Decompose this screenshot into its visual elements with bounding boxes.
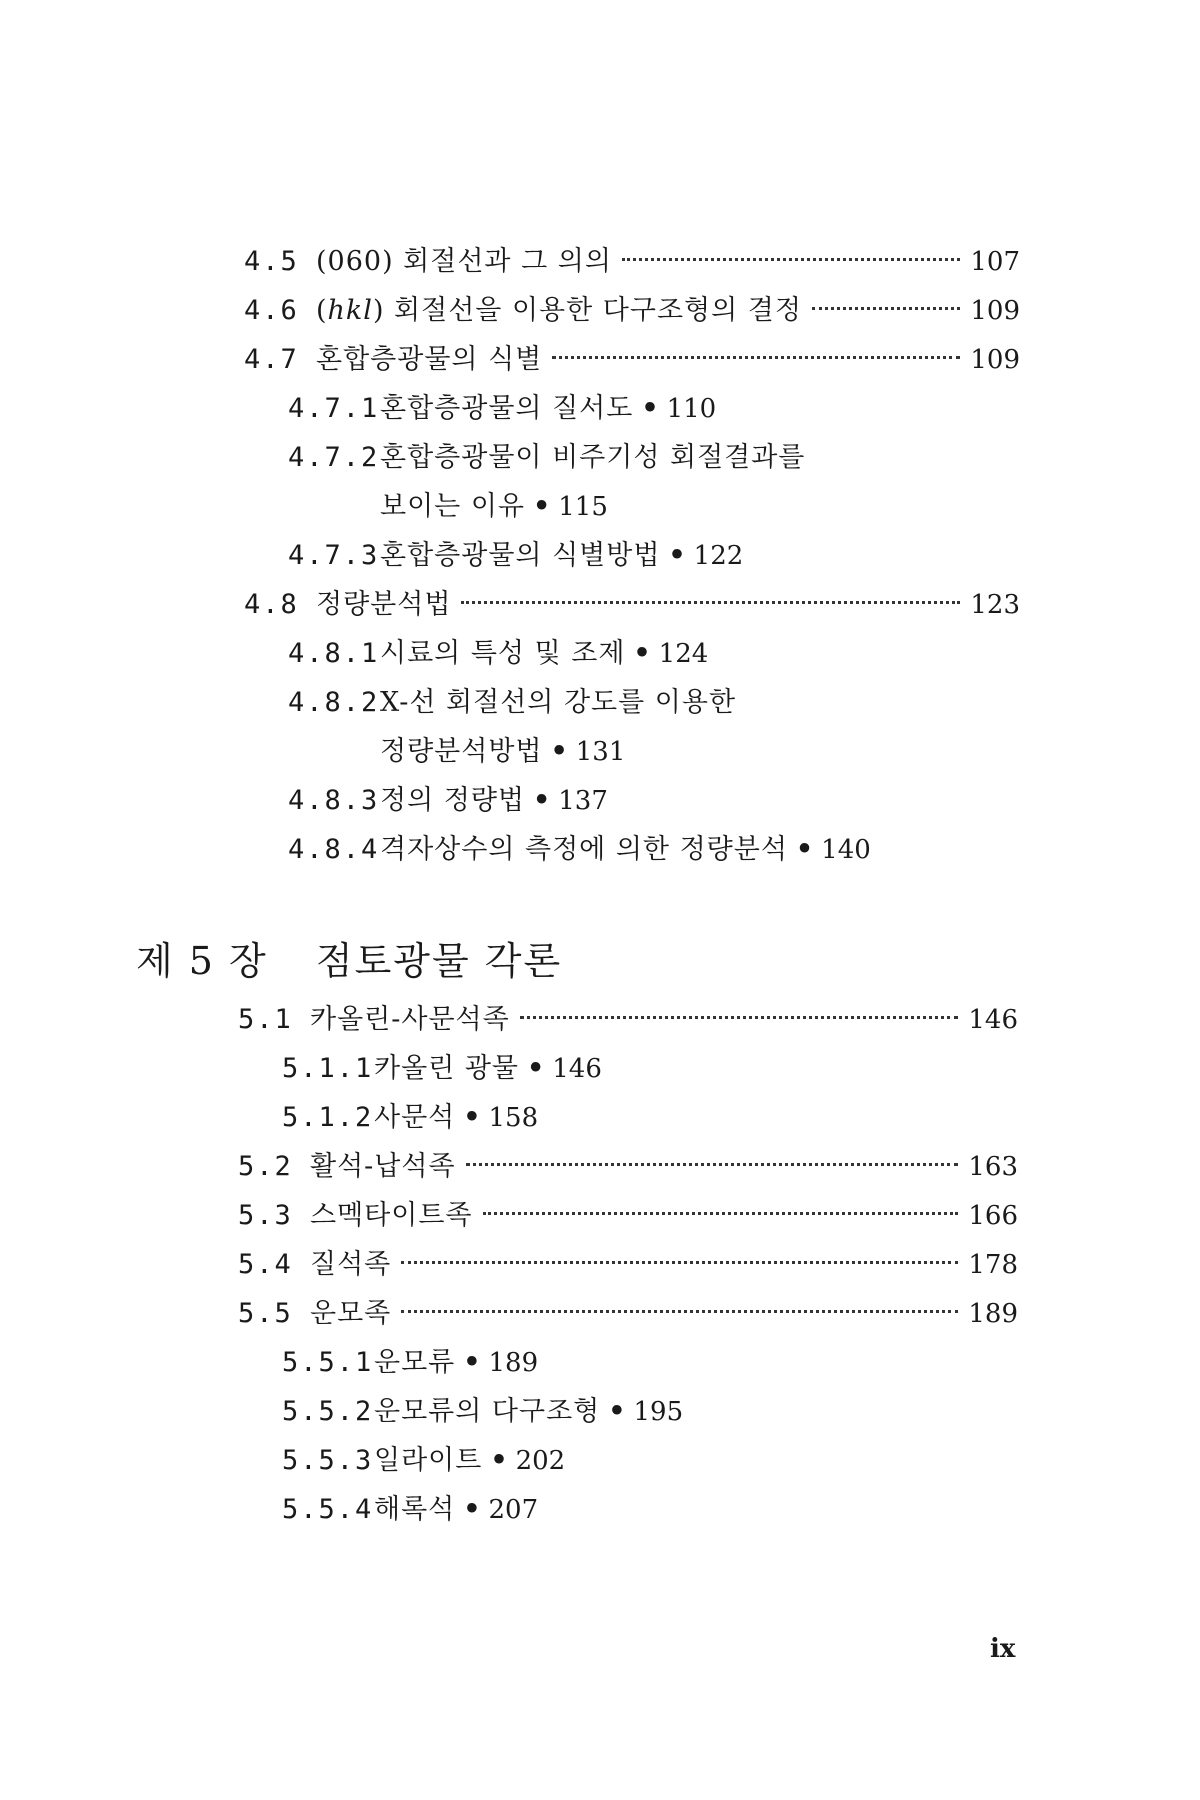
dot-leader bbox=[483, 1212, 959, 1215]
entry-page: 207 bbox=[488, 1495, 539, 1525]
miller-index-italic: hkl bbox=[327, 295, 373, 326]
entry-title-continued: 정량분석방법 bbox=[380, 736, 543, 767]
entry-page: 123 bbox=[970, 590, 1020, 620]
toc-entry[interactable] bbox=[238, 1196, 1018, 1240]
entry-page: 146 bbox=[968, 1005, 1018, 1035]
dot-leader bbox=[401, 1310, 958, 1313]
bullet-separator: • bbox=[795, 834, 814, 865]
entry-number: 5.1.2 bbox=[282, 1102, 374, 1133]
entry-page: 107 bbox=[970, 247, 1020, 277]
toc-subentry[interactable] bbox=[288, 536, 743, 580]
entry-page: 137 bbox=[558, 786, 608, 816]
bullet-separator: • bbox=[533, 491, 551, 522]
bullet-separator: • bbox=[463, 1102, 481, 1133]
entry-page: 122 bbox=[693, 541, 744, 571]
entry-number: 5.5 bbox=[238, 1298, 293, 1329]
entry-number: 5.2 bbox=[238, 1151, 293, 1182]
entry-title: 질석족 bbox=[310, 1249, 392, 1280]
entry-page: 146 bbox=[552, 1054, 602, 1084]
toc-entry[interactable] bbox=[244, 242, 1020, 286]
toc-subentry[interactable] bbox=[282, 1490, 538, 1534]
entry-page: 115 bbox=[558, 492, 608, 522]
bullet-separator: • bbox=[668, 540, 686, 571]
entry-page: 195 bbox=[633, 1397, 684, 1427]
toc-subentry[interactable] bbox=[288, 438, 805, 482]
toc-subentry[interactable] bbox=[282, 1098, 538, 1142]
bullet-separator: • bbox=[550, 736, 568, 767]
entry-title: 카올린-사문석족 bbox=[310, 1004, 510, 1035]
entry-page: 202 bbox=[515, 1446, 566, 1476]
dot-leader bbox=[461, 601, 960, 604]
dot-leader bbox=[401, 1261, 958, 1264]
entry-number: 4.6 bbox=[244, 295, 299, 326]
entry-page: 178 bbox=[968, 1250, 1018, 1280]
page-number: ix bbox=[990, 1634, 1016, 1664]
toc-subentry[interactable] bbox=[288, 683, 736, 727]
toc-subentry[interactable] bbox=[288, 781, 608, 825]
entry-number: 4.7.3 bbox=[288, 540, 380, 571]
entry-title: 스멕타이트족 bbox=[310, 1200, 473, 1231]
entry-page: 189 bbox=[488, 1348, 539, 1378]
toc-subentry[interactable] bbox=[282, 1441, 565, 1485]
entry-title: 일라이트 bbox=[374, 1445, 483, 1476]
toc-entry[interactable] bbox=[238, 1294, 1018, 1338]
entry-title: 운모족 bbox=[310, 1298, 392, 1329]
entry-page: 109 bbox=[970, 296, 1020, 326]
bullet-separator: • bbox=[490, 1445, 508, 1476]
entry-number: 4.8.2 bbox=[288, 687, 380, 718]
entry-page: 189 bbox=[968, 1299, 1018, 1329]
entry-title: 활석-납석족 bbox=[310, 1151, 456, 1182]
chapter-label: 제 5 장 bbox=[136, 939, 268, 983]
entry-number: 5.5.3 bbox=[282, 1445, 374, 1476]
entry-number: 4.8 bbox=[244, 589, 299, 620]
entry-number: 4.8.4 bbox=[288, 834, 380, 865]
entry-title: (060) 회절선과 그 의의 bbox=[316, 246, 612, 277]
toc-entry[interactable] bbox=[244, 585, 1020, 629]
entry-number: 5.5.1 bbox=[282, 1347, 374, 1378]
entry-page: 124 bbox=[658, 639, 709, 669]
bullet-separator: • bbox=[533, 785, 551, 816]
toc-subentry[interactable] bbox=[282, 1049, 602, 1093]
entry-number: 5.5.4 bbox=[282, 1494, 374, 1525]
entry-title: 혼합층광물이 비주기성 회절결과를 bbox=[380, 442, 806, 473]
entry-title: X-선 회절선의 강도를 이용한 bbox=[380, 687, 737, 718]
entry-title: 사문석 bbox=[374, 1102, 456, 1133]
bullet-separator: • bbox=[463, 1494, 481, 1525]
toc-subentry[interactable] bbox=[288, 389, 716, 433]
dot-leader bbox=[812, 307, 960, 310]
entry-title-continued: 보이는 이유 bbox=[380, 491, 525, 522]
entry-number: 4.8.3 bbox=[288, 785, 380, 816]
toc-entry[interactable] bbox=[238, 1245, 1018, 1289]
entry-number: 4.7.1 bbox=[288, 393, 380, 424]
entry-number: 4.5 bbox=[244, 246, 299, 277]
entry-title: 격자상수의 측정에 의한 정량분석 bbox=[380, 834, 788, 865]
entry-title: 혼합층광물의 식별 bbox=[316, 344, 543, 375]
toc-subentry-continued[interactable] bbox=[380, 732, 625, 776]
bullet-separator: • bbox=[463, 1347, 481, 1378]
bullet-separator: • bbox=[641, 393, 659, 424]
entry-number: 5.1 bbox=[238, 1004, 293, 1035]
entry-title: 해록석 bbox=[374, 1494, 456, 1525]
entry-page: 131 bbox=[575, 737, 626, 767]
toc-entry[interactable] bbox=[238, 1147, 1018, 1191]
entry-page: 163 bbox=[968, 1152, 1018, 1182]
entry-number: 5.3 bbox=[238, 1200, 293, 1231]
entry-number: 4.7.2 bbox=[288, 442, 380, 473]
chapter-title: 점토광물 각론 bbox=[315, 939, 563, 983]
toc-entry[interactable] bbox=[244, 340, 1020, 384]
entry-title: (hkl) 회절선을 이용한 다구조형의 결정 bbox=[316, 295, 802, 326]
entry-title: 운모류 bbox=[374, 1347, 456, 1378]
toc-entry[interactable] bbox=[244, 291, 1020, 335]
dot-leader bbox=[622, 258, 960, 261]
dot-leader bbox=[552, 356, 960, 359]
entry-title: 혼합층광물의 질서도 bbox=[380, 393, 634, 424]
bullet-separator: • bbox=[633, 638, 651, 669]
entry-page: 109 bbox=[970, 345, 1020, 375]
entry-title: 카올린 광물 bbox=[374, 1053, 519, 1084]
entry-number: 5.1.1 bbox=[282, 1053, 374, 1084]
entry-title: 시료의 특성 및 조제 bbox=[380, 638, 626, 669]
toc-subentry[interactable] bbox=[288, 830, 871, 874]
dot-leader bbox=[520, 1016, 959, 1019]
entry-title: 정량분석법 bbox=[316, 589, 452, 620]
entry-page: 110 bbox=[666, 394, 717, 424]
entry-number: 4.7 bbox=[244, 344, 299, 375]
entry-title: 정의 정량법 bbox=[380, 785, 525, 816]
entry-number: 5.4 bbox=[238, 1249, 293, 1280]
toc-subentry[interactable] bbox=[282, 1392, 683, 1436]
toc-subentry-continued[interactable] bbox=[380, 487, 608, 531]
toc-entry[interactable] bbox=[238, 1000, 1018, 1044]
dot-leader bbox=[466, 1163, 959, 1166]
entry-page: 166 bbox=[968, 1201, 1018, 1231]
toc-subentry[interactable] bbox=[288, 634, 708, 678]
toc-subentry[interactable] bbox=[282, 1343, 538, 1387]
entry-title: 혼합층광물의 식별방법 bbox=[380, 540, 661, 571]
chapter-heading[interactable] bbox=[136, 936, 562, 986]
entry-page: 158 bbox=[488, 1103, 539, 1133]
bullet-separator: • bbox=[608, 1396, 626, 1427]
entry-number: 5.5.2 bbox=[282, 1396, 374, 1427]
entry-page: 140 bbox=[821, 835, 871, 865]
entry-number: 4.8.1 bbox=[288, 638, 380, 669]
entry-title: 운모류의 다구조형 bbox=[374, 1396, 601, 1427]
bullet-separator: • bbox=[527, 1053, 545, 1084]
